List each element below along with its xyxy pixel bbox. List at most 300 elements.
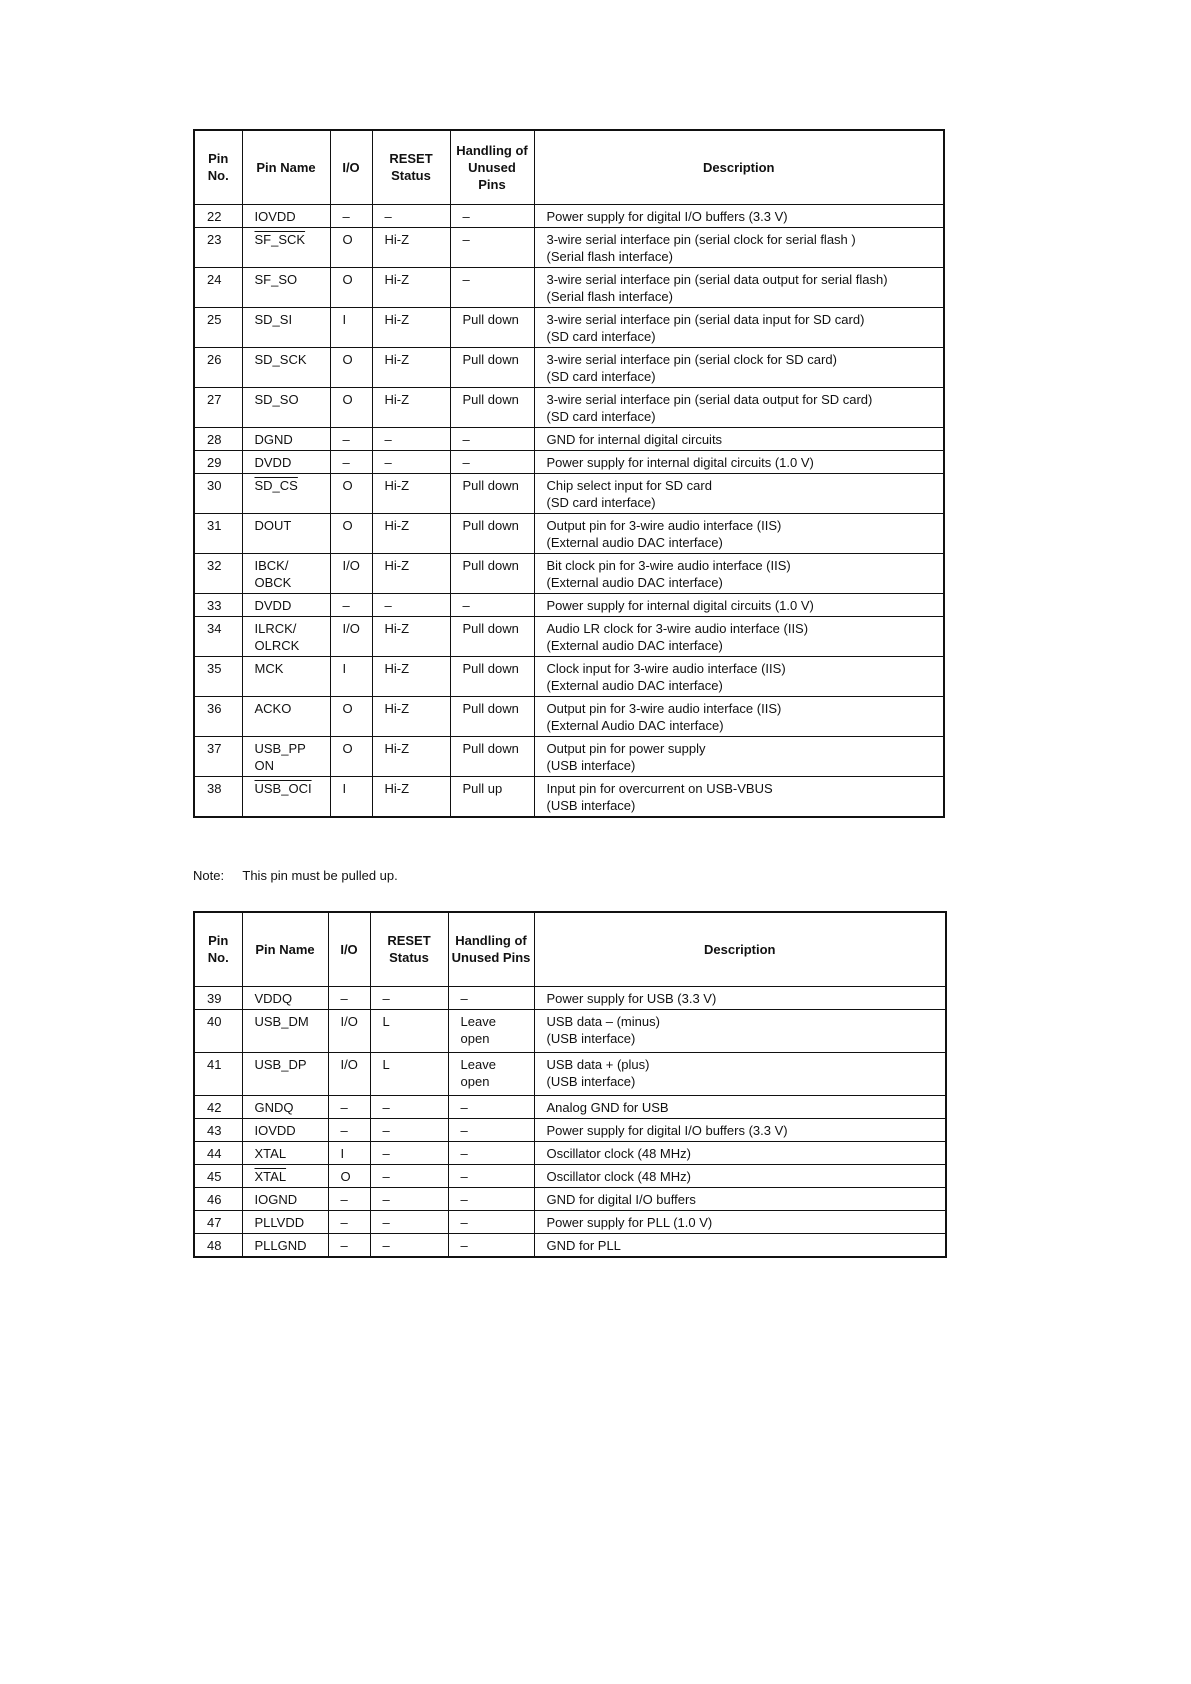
handling-text: Pull down: [462, 700, 519, 716]
handling-cell: [450, 656, 534, 696]
table-row: [194, 1233, 946, 1257]
handling-cell: [448, 1052, 534, 1095]
pin-number-cell: 23: [194, 227, 242, 267]
handling-text: –: [462, 231, 470, 247]
handling-cell: [450, 593, 534, 616]
pin-number-cell: 43: [194, 1118, 242, 1141]
description-cell: [534, 553, 944, 593]
description-line2: (SD card interface): [546, 408, 656, 424]
pin-name-cell: [242, 387, 330, 427]
pin-name-cell: [242, 553, 330, 593]
reset-status-cell: L: [370, 1009, 448, 1052]
description-line1: Power supply for internal digital circuits (1.0 V): [546, 597, 814, 613]
description-cell: [534, 986, 946, 1009]
io-cell: –: [328, 1233, 370, 1257]
handling-cell: [448, 1233, 534, 1257]
pin-number-cell: 37: [194, 736, 242, 776]
pin-number-cell: 25: [194, 307, 242, 347]
description-line2: (USB interface): [546, 1073, 636, 1089]
table-row: [194, 986, 946, 1009]
table-row: [194, 736, 944, 776]
reset-status-cell: Hi-Z: [372, 553, 450, 593]
pin-name-cell: [242, 267, 330, 307]
pin-number-cell: 39: [194, 986, 242, 1009]
reset-status-cell: L: [370, 1052, 448, 1095]
description-cell: [534, 427, 944, 450]
pin-number-cell: 32: [194, 553, 242, 593]
handling-cell: [450, 387, 534, 427]
pin-number-cell: 30: [194, 473, 242, 513]
pin-number-cell: 40: [194, 1009, 242, 1052]
description-cell: [534, 473, 944, 513]
handling-cell: [450, 473, 534, 513]
pin-name-cell: [242, 1095, 328, 1118]
io-cell: I/O: [328, 1052, 370, 1095]
handling-cell: [450, 204, 534, 227]
handling-cell: [448, 1118, 534, 1141]
handling-cell: [448, 1210, 534, 1233]
table-row: [194, 347, 944, 387]
pin-name-cell: [242, 616, 330, 656]
handling-cell: [450, 427, 534, 450]
pin-number-cell: 28: [194, 427, 242, 450]
description-line1: Power supply for digital I/O buffers (3.3 V): [546, 1122, 788, 1138]
pin-name-cell: [242, 593, 330, 616]
reset-status-cell: –: [370, 1118, 448, 1141]
description-line1: Power supply for internal digital circuits (1.0 V): [546, 454, 814, 470]
description-cell: [534, 1187, 946, 1210]
pin-name: USB_DP: [254, 1056, 307, 1072]
description-line2: (Serial flash interface): [546, 248, 673, 264]
header-pin-name: Pin Name: [242, 912, 328, 986]
pin-number-cell: 36: [194, 696, 242, 736]
reset-status-cell: Hi-Z: [372, 227, 450, 267]
handling-cell: [448, 1009, 534, 1052]
pin-name-line2: OLRCK: [254, 637, 300, 653]
description-line1: Audio LR clock for 3-wire audio interface (IIS): [546, 620, 809, 636]
pin-name: IBCK/: [254, 557, 289, 573]
handling-text: Pull down: [462, 620, 519, 636]
header-io: I/O: [330, 130, 372, 204]
description-cell: [534, 307, 944, 347]
reset-status-cell: Hi-Z: [372, 473, 450, 513]
pin-number-cell: 24: [194, 267, 242, 307]
handling-cell: [450, 776, 534, 817]
description-cell: [534, 593, 944, 616]
pin-name: MCK: [254, 660, 284, 676]
reset-status-cell: –: [372, 204, 450, 227]
description-line1: 3-wire serial interface pin (serial clock for serial flash ): [546, 231, 856, 247]
description-line1: Oscillator clock (48 MHz): [546, 1145, 691, 1161]
table-row: [194, 1052, 946, 1095]
handling-text: Pull down: [462, 740, 519, 756]
handling-text: –: [462, 454, 470, 470]
description-line2: (SD card interface): [546, 368, 656, 384]
handling-text-line2: open: [460, 1073, 490, 1089]
reset-status-cell: Hi-Z: [372, 347, 450, 387]
pin-name: DOUT: [254, 517, 292, 533]
handling-cell: [450, 616, 534, 656]
description-line2: (External audio DAC interface): [546, 574, 723, 590]
handling-cell: [450, 553, 534, 593]
description-cell: [534, 204, 944, 227]
pin-number-cell: 42: [194, 1095, 242, 1118]
io-cell: I: [330, 776, 372, 817]
description-line2: (USB interface): [546, 797, 636, 813]
pin-number-cell: 31: [194, 513, 242, 553]
description-line1: USB data + (plus): [546, 1056, 650, 1072]
header-description: Description: [534, 912, 946, 986]
handling-text: –: [460, 1214, 468, 1230]
description-line1: USB data – (minus): [546, 1013, 660, 1029]
handling-cell: [450, 736, 534, 776]
description-cell: [534, 347, 944, 387]
description-line1: Output pin for 3-wire audio interface (IIS): [546, 700, 782, 716]
handling-text: –: [462, 597, 470, 613]
description-cell: [534, 776, 944, 817]
pin-name: DVDD: [254, 454, 292, 470]
pin-name: USB_DM: [254, 1013, 309, 1029]
pin-name: XTAL: [254, 1168, 287, 1184]
reset-status-cell: –: [372, 450, 450, 473]
reset-status-cell: Hi-Z: [372, 736, 450, 776]
io-cell: O: [330, 227, 372, 267]
reset-status-cell: –: [370, 986, 448, 1009]
pin-name-cell: [242, 513, 330, 553]
handling-text: –: [462, 431, 470, 447]
reset-status-cell: Hi-Z: [372, 776, 450, 817]
handling-text: –: [460, 1237, 468, 1253]
pin-number-cell: 45: [194, 1164, 242, 1187]
pin-name: XTAL: [254, 1145, 287, 1161]
pin-number-cell: 35: [194, 656, 242, 696]
handling-text: Pull up: [462, 780, 503, 796]
io-cell: –: [328, 1210, 370, 1233]
header-handling: Handling of Unused Pins: [450, 130, 534, 204]
description-line1: 3-wire serial interface pin (serial data output for serial flash): [546, 271, 888, 287]
io-cell: –: [328, 1118, 370, 1141]
pin-name: IOVDD: [254, 1122, 296, 1138]
pin-name-cell: [242, 347, 330, 387]
table-row: [194, 473, 944, 513]
description-line1: Power supply for USB (3.3 V): [546, 990, 717, 1006]
reset-status-cell: –: [370, 1141, 448, 1164]
reset-status-cell: Hi-Z: [372, 307, 450, 347]
table-header-row: [194, 130, 944, 204]
table-body: [194, 204, 944, 817]
handling-text: –: [460, 1122, 468, 1138]
table-body: [194, 986, 946, 1257]
description-cell: [534, 1052, 946, 1095]
table-row: [194, 1009, 946, 1052]
note-text: This pin must be pulled up.: [242, 868, 398, 883]
reset-status-cell: Hi-Z: [372, 616, 450, 656]
handling-text: –: [460, 1191, 468, 1207]
table-row: [194, 593, 944, 616]
handling-text: –: [460, 1168, 468, 1184]
io-cell: O: [330, 513, 372, 553]
reset-status-cell: Hi-Z: [372, 696, 450, 736]
reset-status-cell: –: [370, 1233, 448, 1257]
handling-cell: [450, 307, 534, 347]
header-pin-no: Pin No.: [194, 912, 242, 986]
description-line2: (SD card interface): [546, 494, 656, 510]
pin-name-cell: [242, 656, 330, 696]
description-cell: [534, 696, 944, 736]
handling-cell: [450, 696, 534, 736]
io-cell: I/O: [328, 1009, 370, 1052]
description-cell: [534, 1095, 946, 1118]
table-header-row: [194, 912, 946, 986]
pin-name-cell: [242, 473, 330, 513]
io-cell: –: [328, 1095, 370, 1118]
io-cell: I: [328, 1141, 370, 1164]
pin-name: SF_SO: [254, 271, 298, 287]
description-line1: 3-wire serial interface pin (serial clock for SD card): [546, 351, 837, 367]
description-line2: (External Audio DAC interface): [546, 717, 724, 733]
pin-name-cell: [242, 307, 330, 347]
table-row: [194, 553, 944, 593]
io-cell: I: [330, 307, 372, 347]
handling-cell: [450, 227, 534, 267]
description-line2: (USB interface): [546, 757, 636, 773]
pin-table-2: [193, 911, 947, 1258]
handling-text: –: [460, 990, 468, 1006]
pin-name-cell: [242, 776, 330, 817]
pin-name: DGND: [254, 431, 293, 447]
table-row: [194, 227, 944, 267]
handling-cell: [450, 450, 534, 473]
pin-name: SD_SI: [254, 311, 293, 327]
pin-number-cell: 34: [194, 616, 242, 656]
header-io: I/O: [328, 912, 370, 986]
pin-name-cell: [242, 1164, 328, 1187]
io-cell: O: [330, 736, 372, 776]
pin-name-cell: [242, 1052, 328, 1095]
description-cell: [534, 736, 944, 776]
description-cell: [534, 227, 944, 267]
table-row: [194, 450, 944, 473]
table-row: [194, 776, 944, 817]
description-line2: (External audio DAC interface): [546, 534, 723, 550]
io-cell: I: [330, 656, 372, 696]
pin-table-1: [193, 129, 945, 818]
header-reset-status: RESET Status: [370, 912, 448, 986]
table-row: [194, 1118, 946, 1141]
table-row: [194, 1187, 946, 1210]
io-cell: I/O: [330, 616, 372, 656]
io-cell: –: [330, 593, 372, 616]
handling-text: Leave: [460, 1056, 496, 1072]
handling-cell: [448, 1141, 534, 1164]
io-cell: O: [330, 347, 372, 387]
handling-text: Pull down: [462, 391, 519, 407]
io-cell: O: [330, 696, 372, 736]
description-line1: 3-wire serial interface pin (serial data input for SD card): [546, 311, 865, 327]
pin-number-cell: 26: [194, 347, 242, 387]
pin-name: SF_SCK: [254, 231, 306, 247]
pin-name-line2: ON: [254, 757, 274, 773]
header-reset-status: RESET Status: [372, 130, 450, 204]
description-line1: 3-wire serial interface pin (serial data output for SD card): [546, 391, 873, 407]
reset-status-cell: Hi-Z: [372, 267, 450, 307]
handling-text: Pull down: [462, 660, 519, 676]
pin-name-cell: [242, 450, 330, 473]
io-cell: –: [330, 204, 372, 227]
pin-number-cell: 44: [194, 1141, 242, 1164]
handling-text: Pull down: [462, 557, 519, 573]
reset-status-cell: Hi-Z: [372, 513, 450, 553]
description-cell: [534, 1164, 946, 1187]
pin-number-cell: 22: [194, 204, 242, 227]
description-cell: [534, 656, 944, 696]
io-cell: O: [330, 267, 372, 307]
description-cell: [534, 1141, 946, 1164]
table-row: [194, 696, 944, 736]
pin-name: GNDQ: [254, 1099, 294, 1115]
reset-status-cell: –: [372, 427, 450, 450]
handling-text: Leave: [460, 1013, 496, 1029]
table-note: [193, 868, 398, 883]
pin-name: IOVDD: [254, 208, 296, 224]
pin-name: IOGND: [254, 1191, 298, 1207]
pin-name-cell: [242, 1187, 328, 1210]
pin-number-cell: 27: [194, 387, 242, 427]
description-line1: Power supply for digital I/O buffers (3.3 V): [546, 208, 788, 224]
reset-status-cell: –: [370, 1164, 448, 1187]
note-label: Note:: [193, 868, 225, 883]
reset-status-cell: –: [372, 593, 450, 616]
pin-number-cell: 48: [194, 1233, 242, 1257]
handling-text: Pull down: [462, 351, 519, 367]
io-cell: –: [330, 427, 372, 450]
io-cell: O: [328, 1164, 370, 1187]
handling-cell: [448, 1164, 534, 1187]
handling-text: –: [460, 1145, 468, 1161]
pin-name: VDDQ: [254, 990, 293, 1006]
io-cell: –: [328, 986, 370, 1009]
handling-text: Pull down: [462, 517, 519, 533]
description-cell: [534, 450, 944, 473]
table-row: [194, 1141, 946, 1164]
description-cell: [534, 616, 944, 656]
header-handling: Handling of Unused Pins: [448, 912, 534, 986]
pin-name-cell: [242, 427, 330, 450]
io-cell: I/O: [330, 553, 372, 593]
pin-name-line2: OBCK: [254, 574, 292, 590]
pin-name: PLLVDD: [254, 1214, 305, 1230]
description-line1: Analog GND for USB: [546, 1099, 669, 1115]
description-line1: Clock input for 3-wire audio interface (IIS): [546, 660, 786, 676]
table-row: [194, 307, 944, 347]
description-line2: (USB interface): [546, 1030, 636, 1046]
description-line1: Bit clock pin for 3-wire audio interface (IIS): [546, 557, 791, 573]
handling-cell: [448, 1187, 534, 1210]
pin-name-cell: [242, 1118, 328, 1141]
description-line1: Output pin for power supply: [546, 740, 706, 756]
header-pin-name: Pin Name: [242, 130, 330, 204]
table-row: [194, 1164, 946, 1187]
table-row: [194, 513, 944, 553]
table-row: [194, 1210, 946, 1233]
table-row: [194, 656, 944, 696]
pin-name: USB_PP: [254, 740, 306, 756]
pin-name: USB_OCI: [254, 780, 312, 796]
description-line1: GND for PLL: [546, 1237, 621, 1253]
reset-status-cell: Hi-Z: [372, 656, 450, 696]
pin-name-cell: [242, 696, 330, 736]
description-line2: (External audio DAC interface): [546, 637, 723, 653]
description-cell: [534, 387, 944, 427]
io-cell: –: [328, 1187, 370, 1210]
handling-cell: [448, 1095, 534, 1118]
pin-number-cell: 41: [194, 1052, 242, 1095]
pin-name-cell: [242, 1233, 328, 1257]
description-line1: GND for digital I/O buffers: [546, 1191, 696, 1207]
description-line1: Oscillator clock (48 MHz): [546, 1168, 691, 1184]
header-description: Description: [534, 130, 944, 204]
pin-name-cell: [242, 1210, 328, 1233]
description-cell: [534, 1118, 946, 1141]
handling-cell: [448, 986, 534, 1009]
handling-text: –: [460, 1099, 468, 1115]
description-cell: [534, 1009, 946, 1052]
handling-text: Pull down: [462, 311, 519, 327]
pin-number-cell: 33: [194, 593, 242, 616]
table-row: [194, 387, 944, 427]
pin-name-cell: [242, 736, 330, 776]
handling-text: –: [462, 271, 470, 287]
pin-name-cell: [242, 1141, 328, 1164]
table-row: [194, 427, 944, 450]
pin-number-cell: 29: [194, 450, 242, 473]
io-cell: –: [330, 450, 372, 473]
description-line2: (SD card interface): [546, 328, 656, 344]
description-line2: (Serial flash interface): [546, 288, 673, 304]
pin-name: SD_SCK: [254, 351, 307, 367]
description-line1: GND for internal digital circuits: [546, 431, 723, 447]
handling-cell: [450, 513, 534, 553]
handling-cell: [450, 267, 534, 307]
pin-name: ACKO: [254, 700, 292, 716]
pin-number-cell: 38: [194, 776, 242, 817]
pin-name: SD_CS: [254, 477, 298, 493]
reset-status-cell: Hi-Z: [372, 387, 450, 427]
pin-name-cell: [242, 204, 330, 227]
description-cell: [534, 1210, 946, 1233]
reset-status-cell: –: [370, 1210, 448, 1233]
pin-name-cell: [242, 227, 330, 267]
pin-name: SD_SO: [254, 391, 299, 407]
handling-text-line2: open: [460, 1030, 490, 1046]
description-line1: Input pin for overcurrent on USB-VBUS: [546, 780, 773, 796]
pin-name: DVDD: [254, 597, 292, 613]
pin-name-cell: [242, 1009, 328, 1052]
table-row: [194, 267, 944, 307]
description-line1: Output pin for 3-wire audio interface (IIS): [546, 517, 782, 533]
pin-name-cell: [242, 986, 328, 1009]
pin-name: PLLGND: [254, 1237, 307, 1253]
pin-number-cell: 47: [194, 1210, 242, 1233]
description-line1: Chip select input for SD card: [546, 477, 712, 493]
pin-name: ILRCK/: [254, 620, 297, 636]
table-row: [194, 204, 944, 227]
description-cell: [534, 267, 944, 307]
reset-status-cell: –: [370, 1187, 448, 1210]
description-cell: [534, 1233, 946, 1257]
reset-status-cell: –: [370, 1095, 448, 1118]
io-cell: O: [330, 473, 372, 513]
